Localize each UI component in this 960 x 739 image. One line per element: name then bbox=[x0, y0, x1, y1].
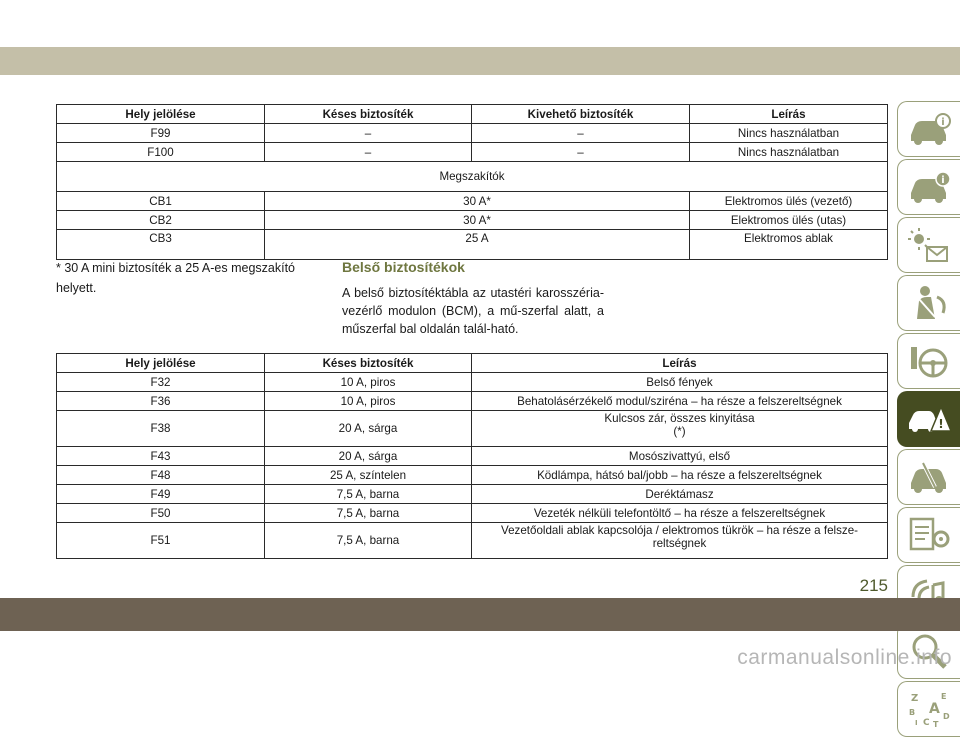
tab-warning-lights[interactable] bbox=[897, 217, 960, 273]
table-header-row bbox=[57, 354, 888, 373]
table-header-row bbox=[57, 105, 888, 124]
cell-blade-fuse: 25 A, színtelen bbox=[265, 466, 472, 485]
cell-location: F43 bbox=[57, 447, 265, 466]
cell-location: F48 bbox=[57, 466, 265, 485]
cell-rating: 30 A* bbox=[265, 192, 690, 211]
table-row bbox=[57, 447, 888, 466]
cell-cartridge-fuse: – bbox=[472, 124, 690, 143]
cell-blade-fuse: 7,5 A, barna bbox=[265, 504, 472, 523]
cell-description: Vezetőoldali ablak kapcsolója / elektromos tükrök – ha része a felsze- reltségnek bbox=[472, 523, 888, 559]
header-location: Hely jelölése bbox=[57, 105, 265, 124]
table-row bbox=[57, 230, 888, 260]
cell-description: Belső fények bbox=[472, 373, 888, 392]
index-letter: E bbox=[941, 692, 947, 701]
cell-location: F100 bbox=[57, 143, 265, 162]
cell-location: F38 bbox=[57, 411, 265, 447]
index-letter: T bbox=[933, 720, 939, 729]
tab-car-info[interactable] bbox=[897, 101, 960, 157]
cell-description: Nincs használatban bbox=[690, 124, 888, 143]
language-letters-icon bbox=[905, 689, 953, 729]
cell-location: F32 bbox=[57, 373, 265, 392]
index-letter: Z bbox=[911, 693, 919, 704]
tab-steering[interactable] bbox=[897, 333, 960, 389]
cell-description: Behatolásérzékelő modul/sziréna – ha része a felszereltségnek bbox=[472, 392, 888, 411]
bottom-band bbox=[0, 598, 960, 631]
car-alert-icon bbox=[905, 167, 953, 207]
header-cartridge-fuse: Kivehető biztosíték bbox=[472, 105, 690, 124]
seatbelt-airbag-icon bbox=[905, 283, 953, 323]
service-wrench-icon bbox=[905, 457, 953, 497]
cell-description: Ködlámpa, hátsó bal/jobb – ha része a felszereltségnek bbox=[472, 466, 888, 485]
section-body: A belső biztosítéktábla az utastéri karosszéria-vezérlő modulon (BCM), a mű-szerfal alatt, a műszerfal bal oldalán talál-ható. bbox=[342, 286, 604, 336]
index-letter: D bbox=[943, 712, 950, 721]
table-row bbox=[57, 211, 888, 230]
cell-cartridge-fuse: – bbox=[472, 143, 690, 162]
fuse-table-outer bbox=[56, 104, 888, 260]
cell-location: F99 bbox=[57, 124, 265, 143]
tab-car-alert[interactable] bbox=[897, 159, 960, 215]
cell-blade-fuse: 20 A, sárga bbox=[265, 447, 472, 466]
index-letter: A bbox=[929, 701, 940, 717]
header-blade-fuse: Késes biztosíték bbox=[265, 105, 472, 124]
cell-blade-fuse: 7,5 A, barna bbox=[265, 523, 472, 559]
table-row bbox=[57, 466, 888, 485]
tab-roadside-emergency[interactable] bbox=[897, 391, 960, 447]
cell-description: Nincs használatban bbox=[690, 143, 888, 162]
header-description: Leírás bbox=[690, 105, 888, 124]
cell-description: Elektromos ablak bbox=[690, 230, 888, 260]
cell-location: F51 bbox=[57, 523, 265, 559]
cell-description: Elektromos ülés (vezető) bbox=[690, 192, 888, 211]
maintenance-schedule-icon bbox=[905, 515, 953, 555]
cell-blade-fuse: 7,5 A, barna bbox=[265, 485, 472, 504]
svg-text:!: ! bbox=[938, 417, 944, 431]
cell-blade-fuse: 10 A, piros bbox=[265, 392, 472, 411]
cell-blade-fuse: – bbox=[265, 124, 472, 143]
cell-rating: 30 A* bbox=[265, 211, 690, 230]
car-info-icon bbox=[905, 109, 953, 149]
table-row bbox=[57, 504, 888, 523]
table-row bbox=[57, 192, 888, 211]
index-letter: B bbox=[909, 708, 916, 717]
footnote: * 30 A mini biztosíték a 25 A-es megszakító helyett. bbox=[56, 261, 296, 295]
section-title: Belső biztosítékok bbox=[342, 259, 465, 275]
tab-seatbelt-airbag[interactable] bbox=[897, 275, 960, 331]
header-location: Hely jelölése bbox=[57, 354, 265, 373]
cell-description: Kulcsos zár, összes kinyitása (*) bbox=[472, 411, 888, 447]
tab-language-index[interactable] bbox=[897, 681, 960, 737]
page-number: 215 bbox=[859, 576, 888, 595]
table-row bbox=[57, 143, 888, 162]
cell-location: F50 bbox=[57, 504, 265, 523]
table-row bbox=[57, 392, 888, 411]
header-blade-fuse: Késes biztosíték bbox=[265, 354, 472, 373]
table-row bbox=[57, 124, 888, 143]
table-row bbox=[57, 373, 888, 392]
warning-lights-icon bbox=[905, 225, 953, 265]
header-description: Leírás bbox=[472, 354, 888, 373]
cell-description: Elektromos ülés (utas) bbox=[690, 211, 888, 230]
tab-service-wrench[interactable] bbox=[897, 449, 960, 505]
cell-location: F49 bbox=[57, 485, 265, 504]
steering-icon bbox=[905, 341, 953, 381]
index-letter: I bbox=[915, 719, 918, 727]
index-letter: C bbox=[923, 718, 930, 728]
cell-location: CB1 bbox=[57, 192, 265, 211]
cell-description: Deréktámasz bbox=[472, 485, 888, 504]
chapter-tabs bbox=[897, 101, 960, 739]
cell-description: Vezeték nélküli telefontöltő – ha része a felszereltségnek bbox=[472, 504, 888, 523]
table-row bbox=[57, 523, 888, 559]
cell-description: Mosószivattyú, első bbox=[472, 447, 888, 466]
breakers-section-row bbox=[57, 162, 888, 192]
cell-blade-fuse: – bbox=[265, 143, 472, 162]
top-band bbox=[0, 47, 960, 75]
cell-blade-fuse: 20 A, sárga bbox=[265, 411, 472, 447]
tab-maintenance-schedule[interactable] bbox=[897, 507, 960, 563]
cell-location: CB3 bbox=[57, 230, 265, 260]
cell-rating: 25 A bbox=[265, 230, 690, 260]
fuse-table-interior bbox=[56, 353, 888, 559]
svg-text:i: i bbox=[941, 117, 945, 128]
watermark: carmanualsonline.info bbox=[737, 646, 952, 669]
breakers-label: Megszakítók bbox=[57, 162, 888, 192]
table-row bbox=[57, 411, 888, 447]
svg-text:i: i bbox=[941, 175, 945, 186]
table-row bbox=[57, 485, 888, 504]
cell-blade-fuse: 10 A, piros bbox=[265, 373, 472, 392]
cell-location: F36 bbox=[57, 392, 265, 411]
cell-location: CB2 bbox=[57, 211, 265, 230]
roadside-emergency-icon bbox=[905, 399, 953, 439]
